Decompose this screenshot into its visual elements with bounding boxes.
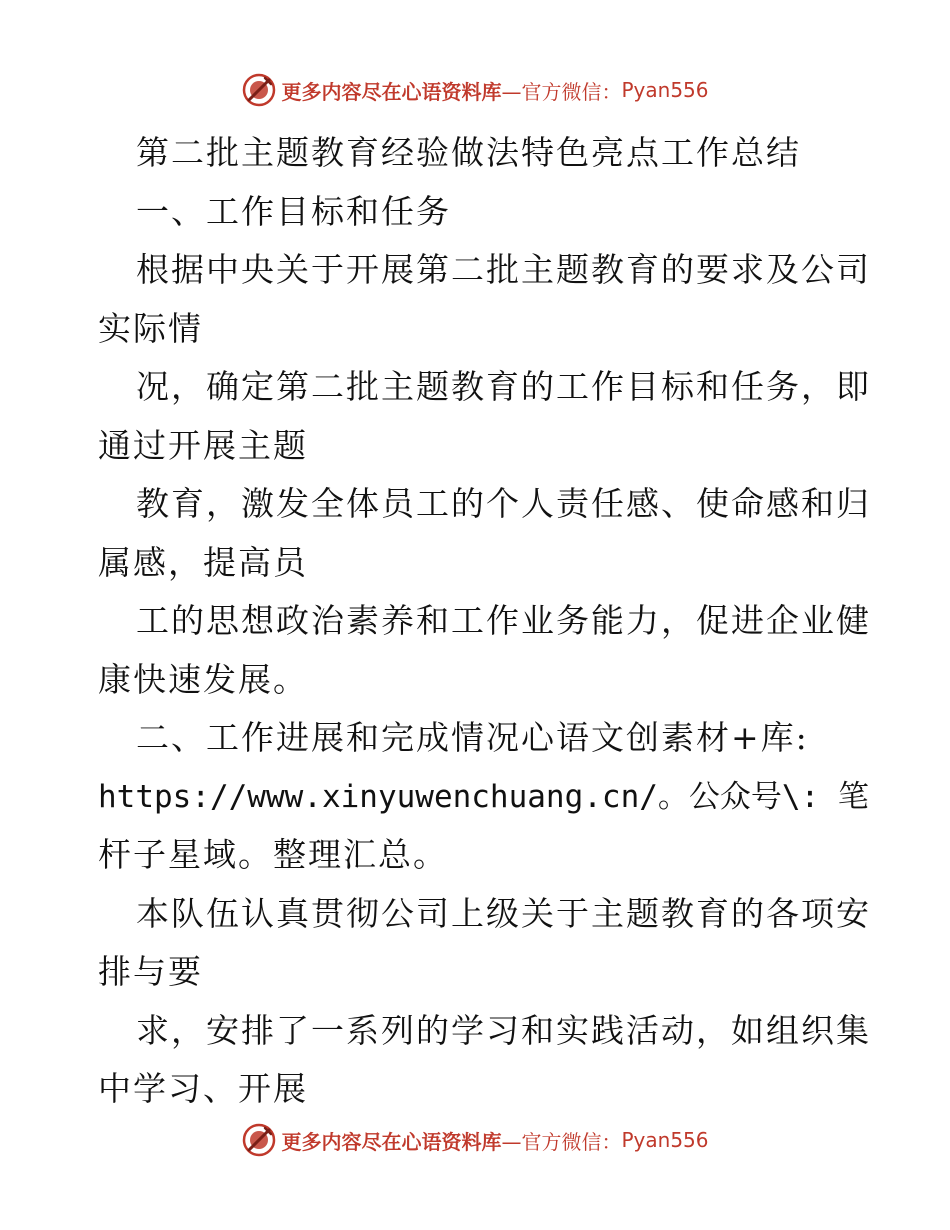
paragraph-line: 教育，激发全体员工的个人责任感、使命感和归	[136, 484, 871, 523]
paragraph-line: 本队伍认真贯彻公司上级关于主题教育的各项安	[136, 893, 871, 933]
seal-logo-icon	[241, 72, 277, 108]
paragraph-line: 况，确定第二批主题教育的工作目标和任务，即	[136, 367, 871, 406]
banner-lead-text: 更多内容尽在心语资料库	[281, 79, 502, 104]
paragraph-line: 求，安排了一系列的学习和实践活动，如组织集	[136, 1010, 871, 1050]
banner-lead-text: 更多内容尽在心语资料库	[281, 1129, 502, 1154]
header-watermark-banner	[0, 70, 950, 110]
paragraph-line: 通过开展主题	[98, 425, 308, 465]
paragraph-line: 工的思想政治素养和工作业务能力，促进企业健	[136, 601, 871, 640]
document-body	[98, 124, 871, 1119]
paragraph-line: 实际情	[98, 308, 203, 348]
paragraph-line: 杆子星域。整理汇总。	[98, 835, 448, 874]
banner-wechat-id: Pyan556	[621, 78, 709, 102]
footer-watermark-banner	[0, 1120, 950, 1160]
section-heading-1: 一、工作目标和任务	[136, 191, 451, 231]
paragraph-line: 中学习、开展	[98, 1069, 308, 1108]
seal-logo-icon	[241, 1122, 277, 1158]
paragraph-line: 根据中央关于开展第二批主题教育的要求及公司	[136, 250, 871, 289]
paragraph-line: 排与要	[98, 952, 203, 991]
section-heading-2: 二、工作进展和完成情况心语文创素材+库:	[136, 718, 809, 757]
banner-wechat-id: Pyan556	[621, 1128, 709, 1152]
paragraph-line: 康快速发展。	[98, 659, 308, 699]
banner-tail-text: —官方微信：	[501, 1129, 622, 1154]
document-title: 第二批主题教育经验做法特色亮点工作总结	[136, 133, 801, 172]
url-line: https://www.xinyuwenchuang.cn/。公众号\: 笔	[98, 778, 869, 815]
paragraph-line: 属感，提高员	[98, 542, 308, 582]
banner-tail-text: —官方微信：	[501, 79, 622, 104]
